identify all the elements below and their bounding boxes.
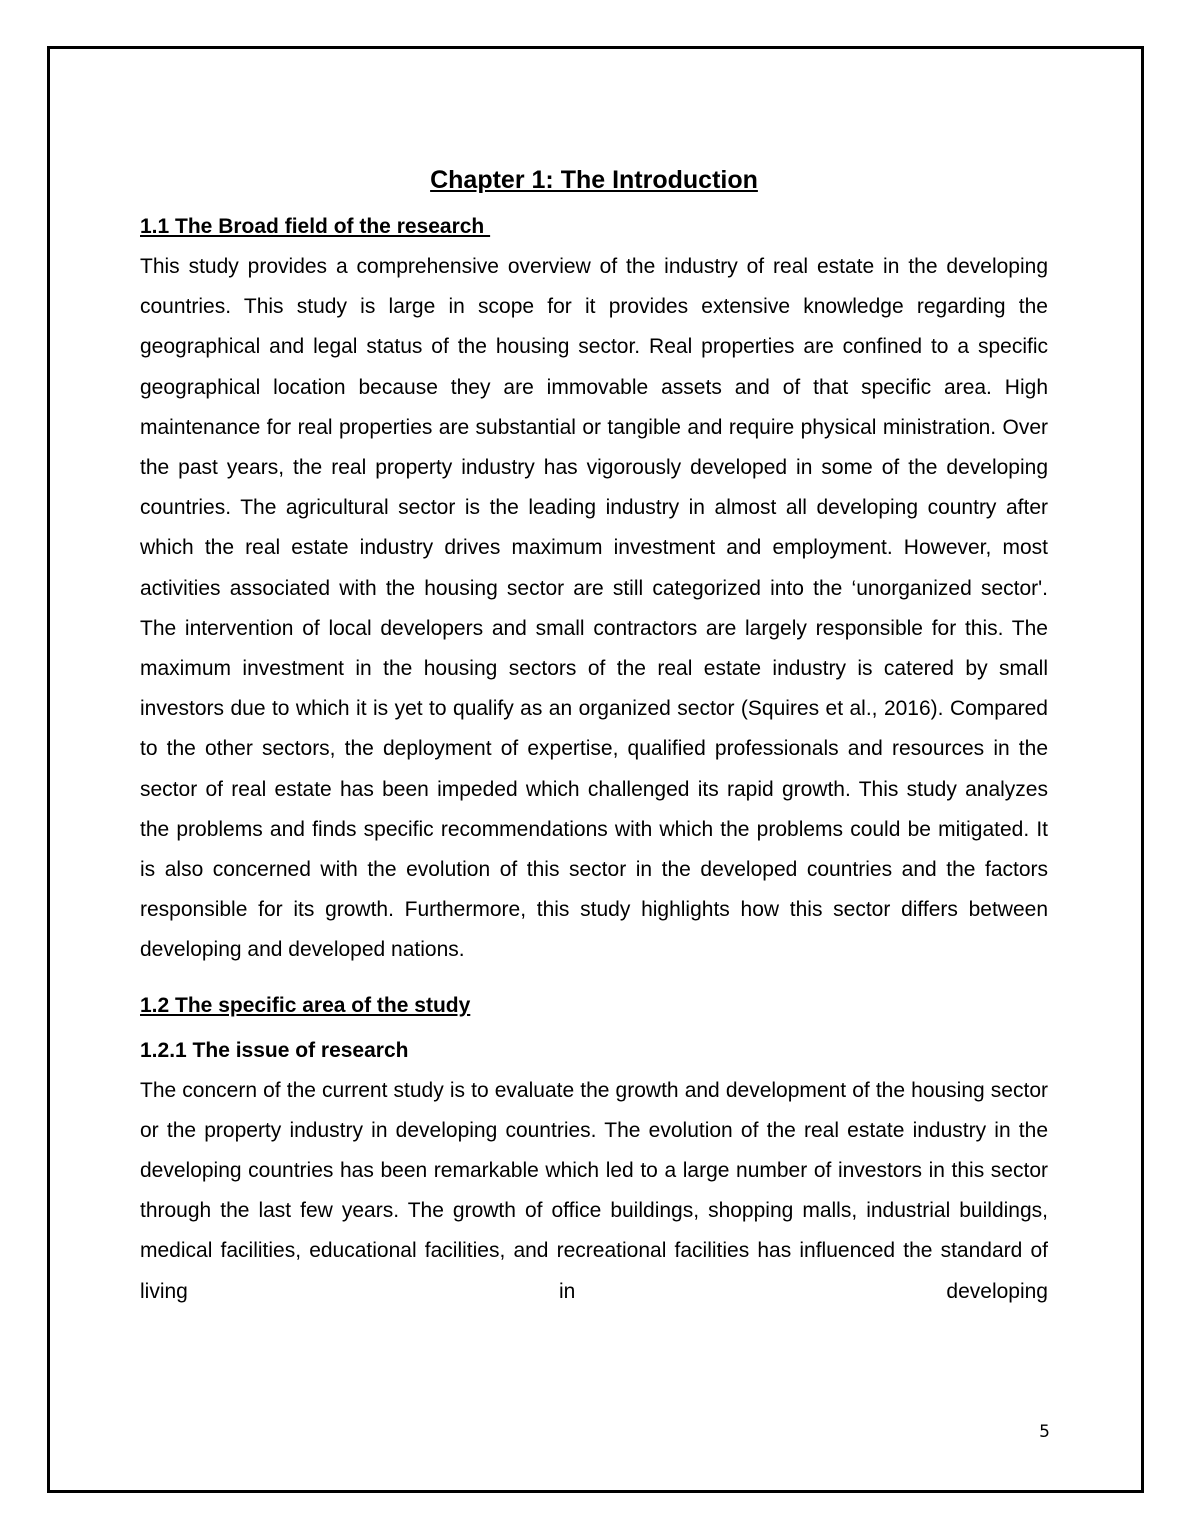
section-heading-1-1: 1.1 The Broad field of the research	[140, 215, 491, 238]
section-heading-1-2-1: 1.2.1 The issue of research	[140, 1038, 409, 1062]
section-heading-1-2: 1.2 The specific area of the study	[140, 993, 471, 1017]
paragraph-broad-field: This study provides a comprehensive overview of the industry of real estate in the developing countries. This study is large in scope for it provides extensive knowledge regarding the geographical and legal status of the housing sector. Real properties are confined to a specific geographical location because they are immovable assets and of that specific area. High maintenance for real properties are substantial or tangible and require physical ministration. Over the past years, the real property industry has vigorously developed in some of the developing countries. The agricultural sector is the leading industry in almost all developing country after which the real estate industry drives maximum investment and employment. However, most activities associated with the housing sector are still categorized into the ‘unorganized sector'. The intervention of local developers and small contractors are largely responsible for this. The maximum investment in the housing sectors of the real estate industry is catered by small investors due to which it is yet to qualify as an organized sector (Squires et al., 2016). Compared to the other sectors, the deployment of expertise, qualified professionals and resources in the sector of real estate has been impeded which challenged its rapid growth. This study analyzes the problems and finds specific recommendations with which the problems could be mitigated. It is also concerned with the evolution of this sector in the developed countries and the factors responsible for its growth. Furthermore, this study highlights how this sector differs between developing and developed nations.	[140, 255, 1048, 962]
paragraph-issue-of-research: The concern of the current study is to evaluate the growth and development of the housing sector or the property industry in developing countries. The evolution of the real estate industry in the developing countries has been remarkable which led to a large number of investors in this sector through the last few years. The growth of office buildings, shopping malls, industrial buildings, medical facilities, educational facilities, and recreational facilities has influenced the standard of living in developing	[140, 1078, 1048, 1303]
chapter-title: Chapter 1: The Introduction	[430, 166, 758, 194]
document-body	[140, 160, 1048, 1312]
page-number: 5	[1039, 1422, 1050, 1442]
